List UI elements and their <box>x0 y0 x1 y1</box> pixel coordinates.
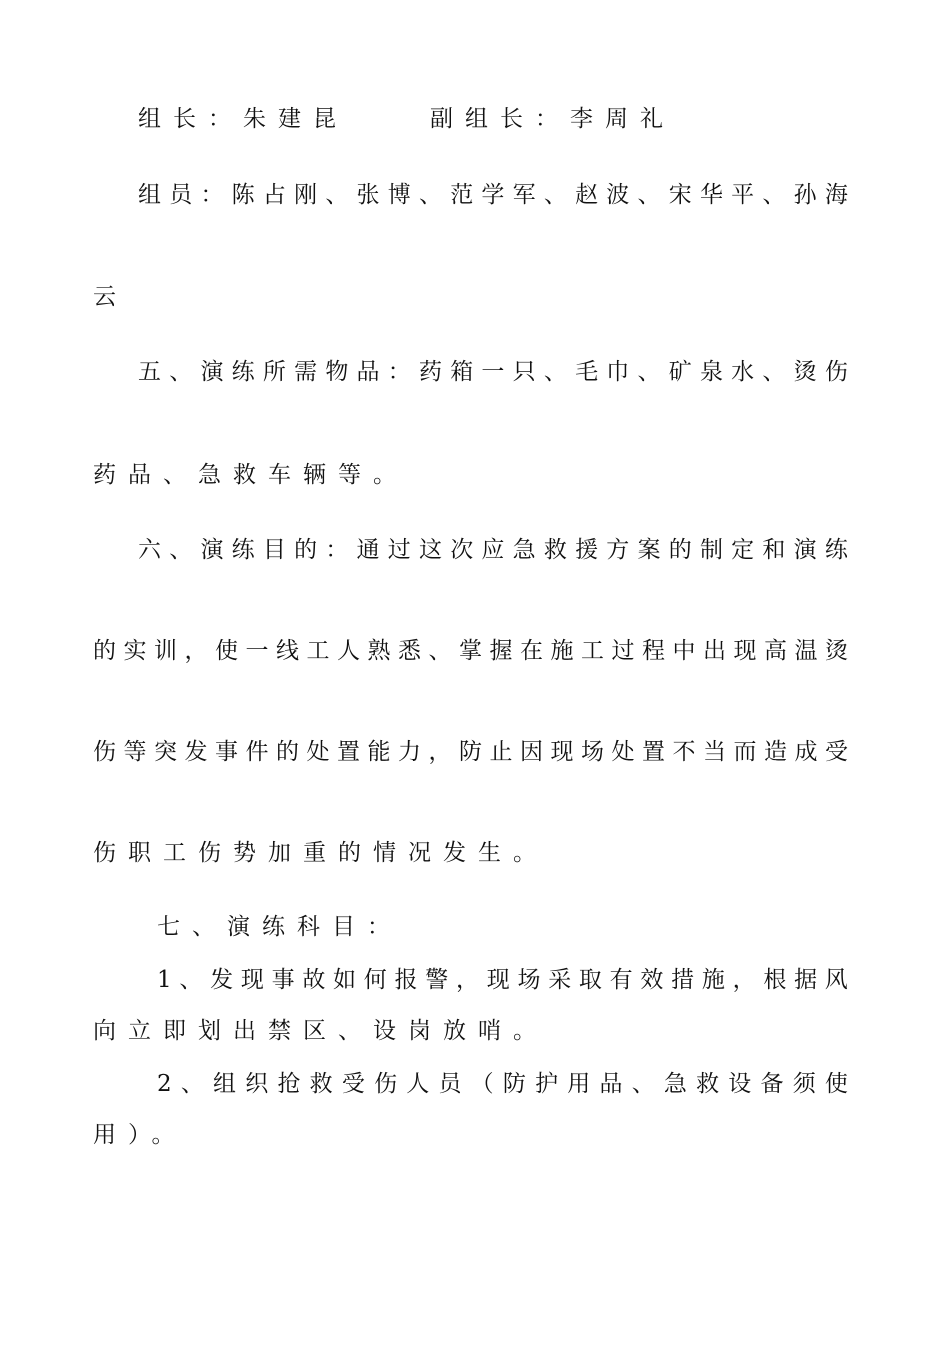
item2-line-2: 用）。 <box>93 1122 187 1148</box>
item2-line-1: 2 、 组 织 抢 救 受 伤 人 员 （ 防 护 用 品 、 急 救 设 备 须 使 <box>157 1071 848 1097</box>
section6-line-2: 的 实 训 ， 使 一 线 工 人 熟 悉 、 掌 握 在 施 工 过 程 中 出 现 高 温 烫 <box>93 638 848 664</box>
members-line-2: 云 <box>93 284 128 310</box>
section6-line-1: 六 、 演 练 目 的 ： 通 过 这 次 应 急 救 援 方 案 的 制 定 和 演 练 <box>138 537 848 563</box>
section6-line-3: 伤 等 突 发 事 件 的 处 置 能 力 ， 防 止 因 现 场 处 置 不 当 而 造 成 受 <box>93 739 848 765</box>
deputy-group-leader: 副组长：李周礼 <box>430 106 675 132</box>
section6-line-4: 伤职工伤势加重的情况发生。 <box>93 840 548 866</box>
members-line-1: 组 员 ： 陈 占 刚 、 张 博 、 范 学 军 、 赵 波 、 宋 华 平 、 孙 海 <box>138 182 848 208</box>
section7-heading: 七、演练科目： <box>157 914 402 940</box>
item1-line-2: 向立即划出禁区、设岗放哨。 <box>93 1018 548 1044</box>
item1-line-1: 1 、 发 现 事 故 如 何 报 警 ， 现 场 采 取 有 效 措 施 ， 根 据 风 <box>157 967 848 993</box>
section5-line-1: 五 、 演 练 所 需 物 品 ： 药 箱 一 只 、 毛 巾 、 矿 泉 水 、 烫 伤 <box>138 359 848 385</box>
group-leader: 组长：朱建昆 <box>138 106 348 132</box>
section5-line-2: 药品、急救车辆等。 <box>93 462 408 488</box>
